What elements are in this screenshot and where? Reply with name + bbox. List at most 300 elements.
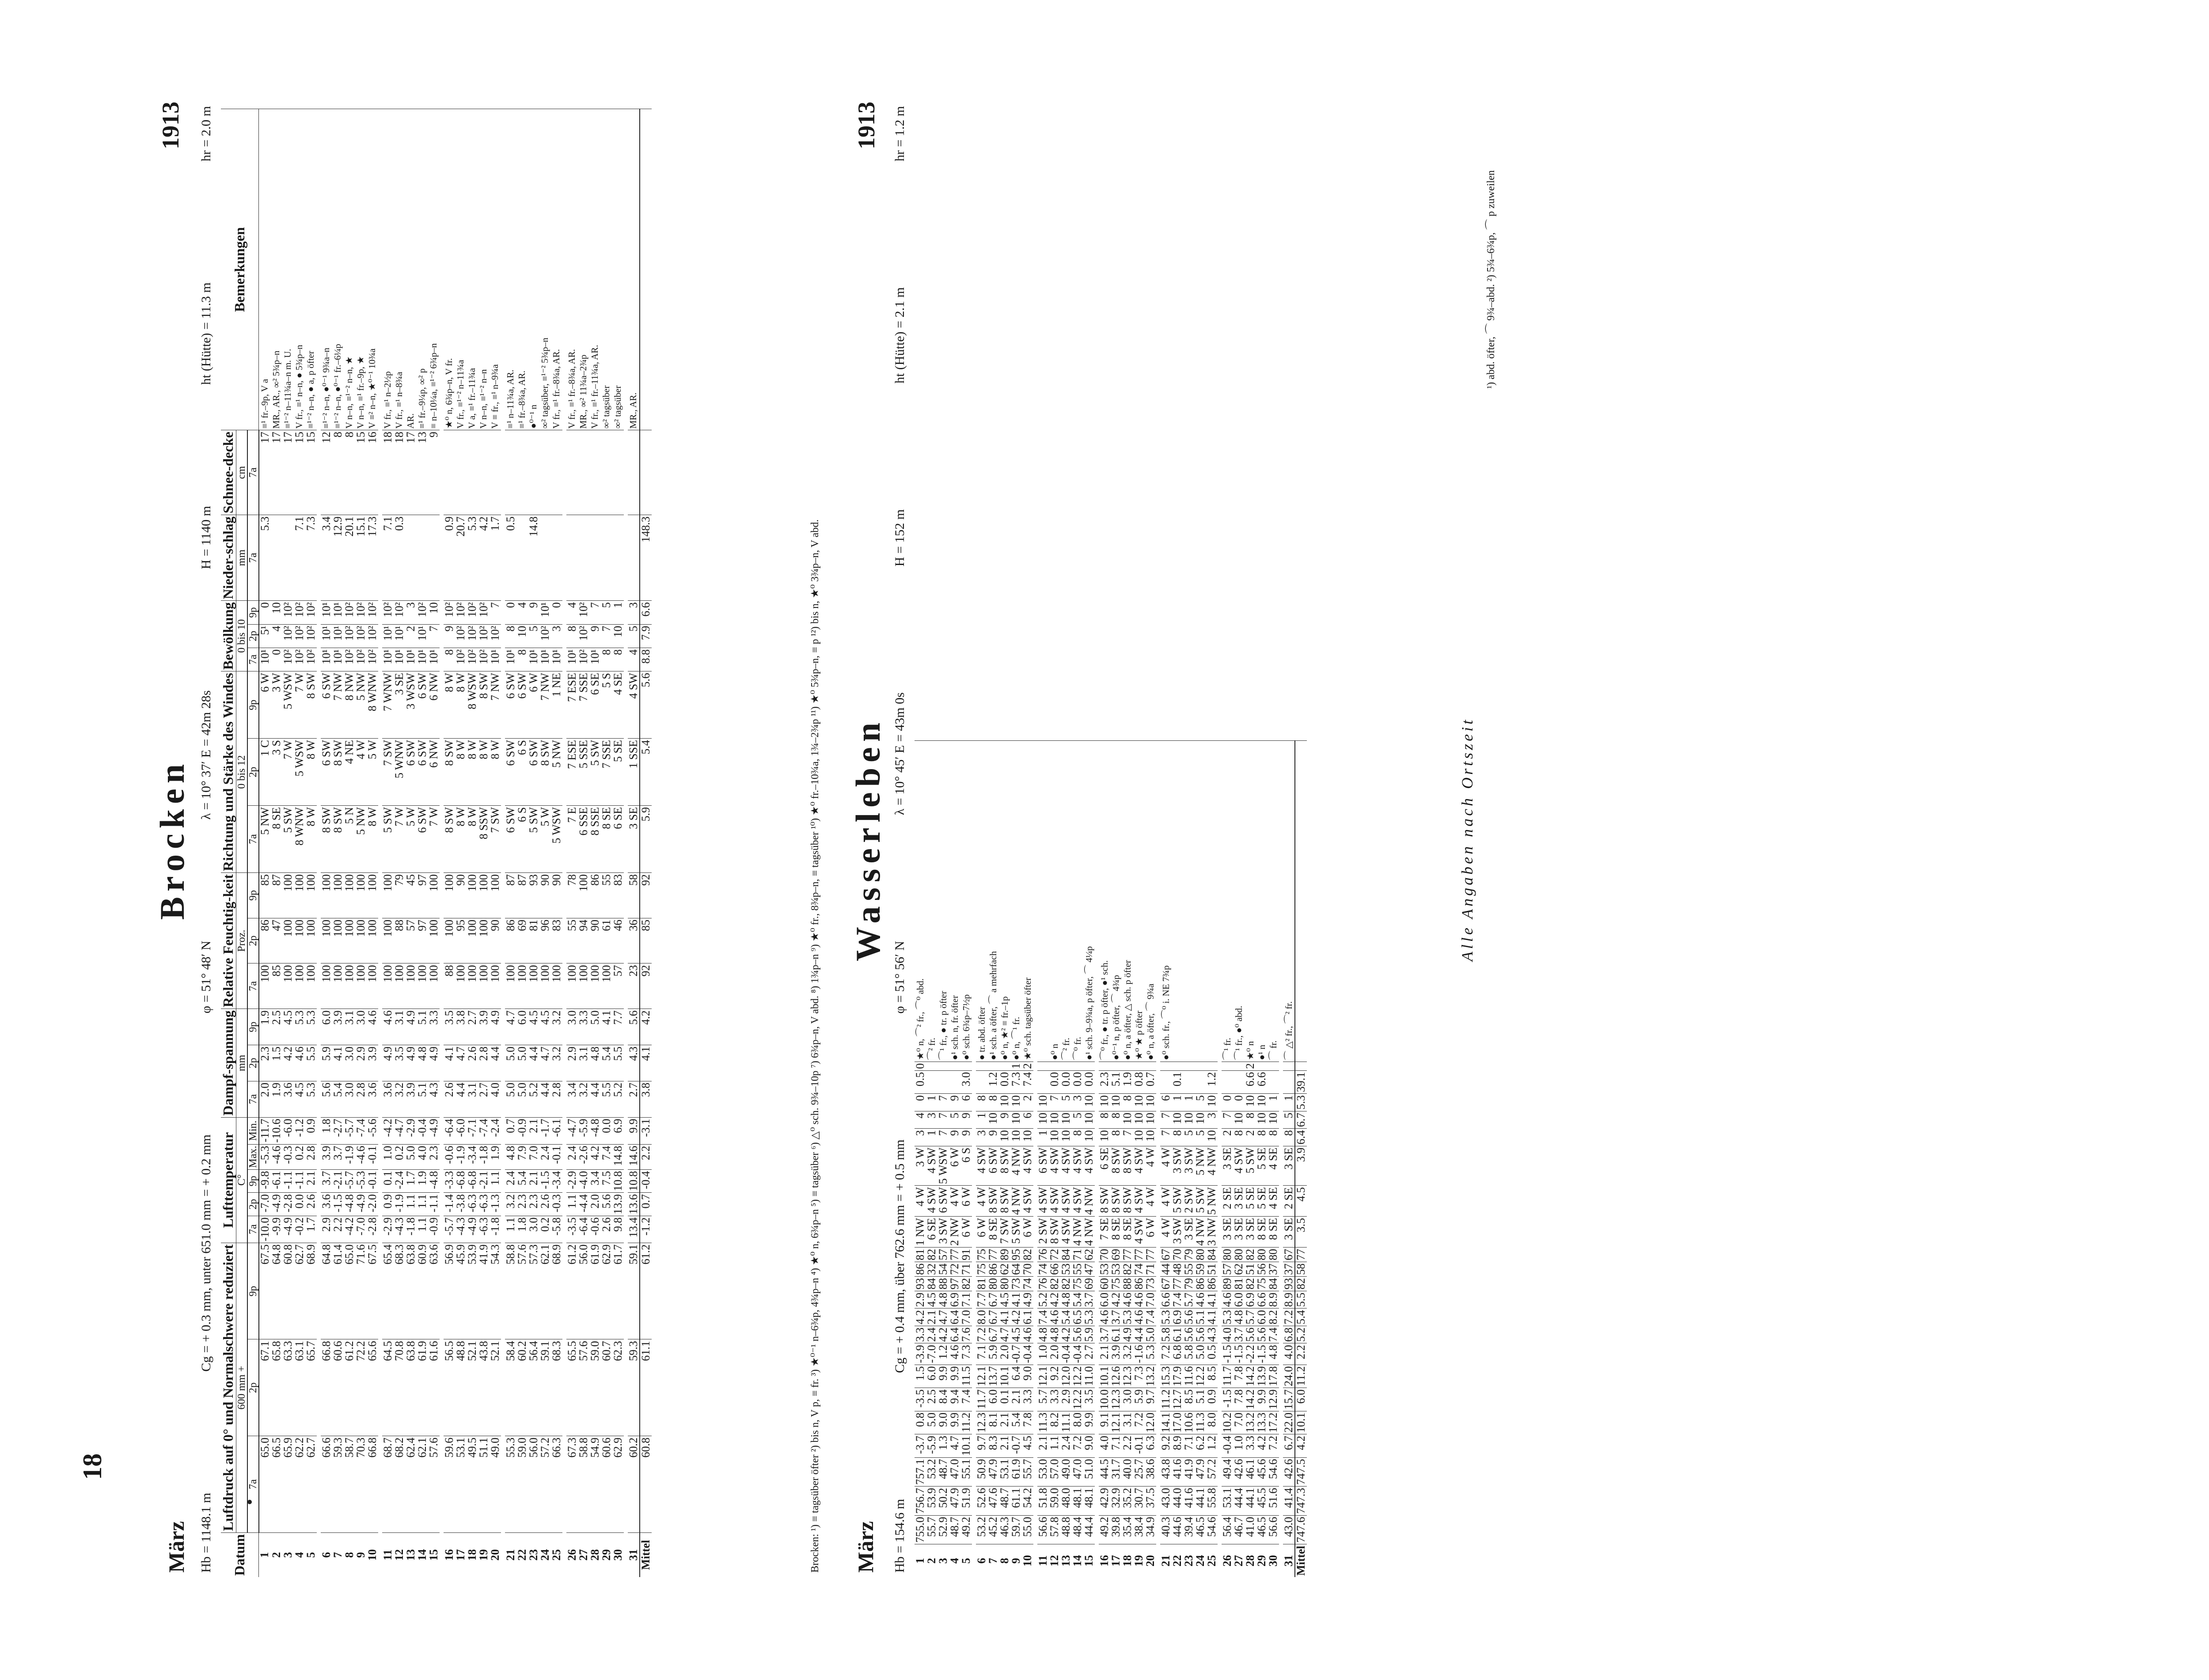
value-cell: 59.0 [516, 1436, 528, 1533]
value-cell [516, 515, 528, 601]
wasserleben-station-title: Wasserleben [849, 717, 887, 962]
value-cell: 8 WSW [467, 671, 478, 739]
value-cell: 8 W [455, 739, 467, 806]
value-cell: 5.2 [1295, 1326, 1307, 1343]
value-cell: 2.1 [999, 1434, 1010, 1458]
value-cell: 66.5 [271, 1436, 282, 1533]
wasserleben-table-row [1133, 740, 1145, 1577]
value-cell: 9.0 [1083, 1434, 1095, 1458]
value-cell: 3 NW [1206, 1217, 1218, 1248]
value-cell: 10 [1060, 1129, 1072, 1146]
value-cell: 3 SE [1233, 1186, 1245, 1217]
value-cell: 47.9 [949, 1487, 960, 1516]
value-cell: 10 [516, 624, 528, 648]
value-cell: 8 [976, 1094, 987, 1111]
value-cell: -0.4 [640, 1169, 652, 1193]
value-cell: 88 [394, 918, 405, 963]
value-cell: 47.0 [949, 1457, 960, 1487]
value-cell: 2.0 [1049, 1343, 1060, 1365]
value-cell: 86 [1195, 1276, 1206, 1291]
value-cell: 8 W [367, 806, 378, 873]
value-cell: 4.4 [490, 1045, 501, 1081]
value-cell: 20.1 [344, 515, 355, 601]
value-cell: 3.3 [578, 1009, 589, 1045]
day-cell: 28 [1245, 1544, 1256, 1577]
brocken-table-row [444, 109, 455, 1577]
value-cell: 13.2 [1245, 1411, 1256, 1434]
wasserleben-table-row [960, 740, 972, 1577]
wasserleben-info-cg: Cg = + 0.4 mm, über 762.6 mm = + 0.5 mm [892, 1139, 907, 1373]
value-cell: 10 [1233, 1111, 1245, 1129]
day-cell: 2 [271, 1532, 282, 1577]
value-cell: -6.0 [455, 1117, 467, 1144]
value-cell: 62.1 [539, 1243, 551, 1339]
value-cell: 77 [1145, 1247, 1156, 1262]
value-cell: 5.2 [1037, 1291, 1049, 1308]
value-cell: 0.5 [505, 515, 516, 601]
value-cell: 3 SE [1245, 1217, 1256, 1248]
value-cell [949, 1062, 960, 1070]
brocken-table-row [382, 109, 394, 1577]
value-cell: 71 [1145, 1262, 1156, 1276]
value-cell: 6.0 [1099, 1291, 1110, 1308]
value-cell: 8 SSW [478, 806, 490, 873]
value-cell: 24.0 [1283, 1365, 1295, 1388]
day-cell: 23 [528, 1532, 539, 1577]
wasserleben-table-row [1099, 740, 1110, 1577]
value-cell: 10¹ [528, 648, 539, 671]
value-cell: 48.1 [1083, 1487, 1095, 1516]
value-cell: 0.0 [294, 1193, 305, 1216]
value-cell: 12.2 [1072, 1365, 1083, 1388]
value-cell: 3.5 [1295, 1217, 1307, 1248]
value-cell: 10 [1133, 1094, 1145, 1111]
value-cell: 6 SW [417, 806, 428, 873]
value-cell [589, 430, 601, 515]
value-cell: -1.5 [539, 1169, 551, 1193]
value-cell: 100 [578, 872, 589, 918]
value-cell: 7.3 [1010, 1070, 1022, 1094]
value-cell: 3.8 [640, 1081, 652, 1117]
value-cell: 4 SW [976, 1146, 987, 1186]
value-cell: 4 SW [1049, 1146, 1060, 1186]
value-cell: 6.3 [1145, 1434, 1156, 1458]
value-cell: 10¹ [428, 648, 440, 671]
value-cell [1256, 1062, 1268, 1070]
value-cell: 4.8 [1060, 1291, 1072, 1308]
day-cell: 17 [455, 1532, 467, 1577]
value-cell: 3 [551, 624, 562, 648]
value-cell: 11.3 [1037, 1411, 1049, 1434]
wasserleben-table [915, 740, 1307, 1577]
value-cell: 48.7 [949, 1515, 960, 1544]
value-cell [528, 430, 539, 515]
value-cell: 5 SW [1245, 1146, 1256, 1186]
value-cell: -6.4 [578, 1216, 589, 1243]
value-cell: 3 [628, 601, 640, 624]
value-cell: 17.9 [1172, 1365, 1183, 1388]
value-cell: 10² [478, 601, 490, 624]
value-cell: 0.8 [915, 1411, 926, 1434]
time-header-cell: 2p [247, 1193, 259, 1216]
remark-cell: V fr., ≡¹ n–2½p [382, 109, 394, 430]
value-cell: 7.4 [1145, 1308, 1156, 1326]
value-cell: -4.3 [394, 1216, 405, 1243]
value-cell: 2.1 [305, 1169, 317, 1193]
value-cell: 79 [1183, 1247, 1195, 1262]
value-cell: 1.0 [382, 1144, 394, 1169]
value-cell: 82 [1049, 1276, 1060, 1291]
value-cell: 7.3 [1133, 1365, 1145, 1388]
value-cell: 45.9 [455, 1243, 467, 1339]
value-cell [976, 1070, 987, 1094]
remark-cell [640, 109, 652, 430]
value-cell: 5 NW [1195, 1146, 1206, 1186]
value-cell: 8.9 [1172, 1434, 1183, 1458]
day-cell: 14 [1072, 1544, 1083, 1577]
time-header-cell: 2p [247, 624, 259, 648]
value-cell: 7.2 [1283, 1308, 1295, 1326]
value-cell: 6 SW [321, 671, 332, 739]
value-cell: 10² [539, 624, 551, 648]
value-cell: 100 [589, 963, 601, 1009]
value-cell [1268, 1070, 1279, 1094]
value-cell: 48.7 [937, 1457, 949, 1487]
wasserleben-table-body [915, 740, 1307, 1577]
value-cell: 6 W [960, 1217, 972, 1248]
value-cell: 9 [589, 624, 601, 648]
value-cell: 8 [1122, 1094, 1133, 1111]
value-cell: 100 [528, 963, 539, 1009]
value-cell: -1.7 [539, 1117, 551, 1144]
value-cell: 47.9 [987, 1457, 999, 1487]
value-cell: -2.7 [332, 1117, 344, 1144]
value-cell [1233, 1070, 1245, 1094]
value-cell: 57.6 [428, 1436, 440, 1533]
value-cell: 5.0 [505, 1045, 516, 1081]
value-cell: 10 [1256, 1094, 1268, 1111]
value-cell: 6.0 [1295, 1388, 1307, 1411]
brocken-info-ht: ht (Hütte) = 11.3 m [199, 282, 213, 385]
value-cell: 10¹ [259, 648, 271, 671]
value-cell: -3.7 [915, 1434, 926, 1458]
value-cell: 5 SE [612, 739, 624, 806]
value-cell: 10 [1145, 1111, 1156, 1129]
value-cell: -1.1 [282, 1169, 294, 1193]
value-cell: 41.6 [1172, 1457, 1183, 1487]
value-cell: 2.7 [628, 1081, 640, 1117]
remark-cell: V n–n, ≡¹⁻² n–n, ★ [344, 109, 355, 430]
value-cell: 17.8 [1268, 1365, 1279, 1388]
value-cell: 7 W [428, 806, 440, 873]
value-cell: 38.4 [1133, 1515, 1145, 1544]
value-cell: 7.4 [601, 1144, 612, 1169]
day-cell: 10 [367, 1532, 378, 1577]
day-cell: 26 [1222, 1544, 1233, 1577]
value-cell: 10² [578, 624, 589, 648]
value-cell: 4 SW [628, 671, 640, 739]
value-cell: 3.6 [282, 1081, 294, 1117]
value-cell: 8 SW [1122, 1146, 1133, 1186]
value-cell: -5.9 [578, 1117, 589, 1144]
value-cell: 4.5 [1295, 1186, 1307, 1217]
value-cell: 73 [1145, 1276, 1156, 1291]
value-cell: 6.5 [1072, 1308, 1083, 1326]
value-cell: 10¹ [490, 648, 501, 671]
remark-cell: MR., ∞² 11¾a–2¾p [578, 109, 589, 430]
value-cell: 5 [1195, 1129, 1206, 1146]
value-cell: 56 [1256, 1262, 1268, 1276]
value-cell [1049, 1062, 1060, 1070]
brocken-info-cg: Cg = + 0.3 mm, unter 651.0 mm = + 0.2 mm [199, 1134, 213, 1372]
value-cell: 100 [305, 872, 317, 918]
value-cell: 3.9 [478, 1009, 490, 1045]
value-cell: 6 SW [505, 806, 516, 873]
value-cell: 58.8 [505, 1243, 516, 1339]
value-cell: 10¹ [589, 648, 601, 671]
value-cell: 0.0 [1060, 1070, 1072, 1094]
value-cell: 6.9 [612, 1117, 624, 1144]
value-cell: -1.5 [1233, 1343, 1245, 1365]
day-cell: 17 [1110, 1544, 1122, 1577]
value-cell: 4.0 [1283, 1343, 1295, 1365]
value-cell: 4.6 [294, 1045, 305, 1081]
value-cell: -0.2 [294, 1216, 305, 1243]
value-cell: 4 NW [1072, 1217, 1083, 1248]
value-cell: 1.0 [1233, 1434, 1245, 1458]
wasserleben-table-row [1010, 740, 1022, 1577]
value-cell: 7 [1049, 1094, 1060, 1111]
value-cell: 7.4 [960, 1388, 972, 1411]
value-cell: 40.0 [1122, 1457, 1133, 1487]
value-cell: 4 W [1160, 1186, 1172, 1217]
value-cell: 5.4 [1072, 1291, 1083, 1308]
value-cell: 3.1 [344, 1009, 355, 1045]
value-cell: 100 [344, 963, 355, 1009]
value-cell: 57 [612, 963, 624, 1009]
value-cell: 0.2 [294, 1144, 305, 1169]
value-cell: 63.8 [405, 1243, 417, 1339]
value-cell: 10¹ [332, 601, 344, 624]
brocken-table-row [321, 109, 332, 1577]
value-cell: 756.7 [915, 1487, 926, 1516]
remark-cell: ∞² tagsüber [612, 109, 624, 430]
value-cell: 1.1 [1049, 1434, 1060, 1458]
value-cell: 68.3 [551, 1339, 562, 1436]
value-cell [601, 515, 612, 601]
brocken-info-h: H = 1140 m [199, 506, 213, 569]
value-cell: 7 [589, 601, 601, 624]
value-cell: 5.4 [601, 1045, 612, 1081]
value-cell: 10² [294, 601, 305, 624]
value-cell [1222, 1070, 1233, 1094]
value-cell: 48.8 [455, 1339, 467, 1436]
value-cell: 4 NW [1083, 1186, 1095, 1217]
value-cell: 8 [516, 648, 528, 671]
brocken-year: 1913 [157, 102, 184, 149]
time-header-cell: 9p [247, 601, 259, 624]
remark-cell: V ≡ fr., ≡¹ n–9¾a [490, 109, 501, 430]
value-cell: 62.1 [417, 1436, 428, 1533]
value-cell: -4.7 [566, 1117, 578, 1144]
value-cell: -4.9 [467, 1216, 478, 1243]
brocken-table-row [259, 109, 271, 1577]
day-cell: 8 [999, 1544, 1010, 1577]
wasserleben-info-h: H = 152 m [892, 509, 907, 567]
value-cell: 6.4 [1010, 1365, 1022, 1388]
value-cell: -7.4 [355, 1117, 367, 1144]
value-cell: 4.8 [1037, 1326, 1049, 1343]
value-cell: 10² [294, 624, 305, 648]
value-cell: 2.2 [332, 1216, 344, 1243]
value-cell: -4.9 [355, 1193, 367, 1216]
value-cell: 56.4 [528, 1339, 539, 1436]
value-cell: 4.4 [589, 1081, 601, 1117]
value-cell: 15 [355, 430, 367, 515]
value-cell: 52.1 [467, 1339, 478, 1436]
value-cell: 77 [1133, 1247, 1145, 1262]
value-cell: 7.6 [960, 1326, 972, 1343]
value-cell: 3 SW [937, 1217, 949, 1248]
value-cell [1206, 1062, 1218, 1070]
value-cell: 4.6 [1099, 1308, 1110, 1326]
brocken-table-row [578, 109, 589, 1577]
value-cell: 8 [1245, 1111, 1256, 1129]
value-cell: 5.3 [305, 1081, 317, 1117]
value-cell: 7.1 [976, 1343, 987, 1365]
value-cell: 1 SSE [628, 739, 640, 806]
remark-cell: ●¹ n [1256, 740, 1268, 1062]
value-cell: 8.8 [640, 648, 652, 671]
time-header-cell: 7a [247, 963, 259, 1009]
value-cell: 9.8 [612, 1216, 624, 1243]
value-cell: 53.2 [976, 1515, 987, 1544]
value-cell: 2.2 [640, 1144, 652, 1169]
value-cell: 8 W [455, 671, 467, 739]
value-cell: 2 [1022, 1094, 1033, 1111]
value-cell [505, 430, 516, 515]
value-cell: 71 [1072, 1247, 1083, 1262]
remark-cell: ⌒ △² fr., ⌒² fr. [1283, 740, 1295, 1062]
value-cell: 2 [1245, 1129, 1256, 1146]
value-cell [640, 430, 652, 515]
value-cell: 2.1 [1010, 1388, 1022, 1411]
value-cell: 67.5 [259, 1243, 271, 1339]
brocken-table-row [282, 109, 294, 1577]
value-cell: 3.6 [382, 1081, 394, 1117]
value-cell: 8 W [478, 739, 490, 806]
value-cell: 3.0 [960, 1070, 972, 1094]
value-cell: 5 SE [1256, 1146, 1268, 1186]
value-cell: 57 [937, 1247, 949, 1262]
value-cell: 7 [937, 1111, 949, 1129]
day-cell: 5 [305, 1532, 317, 1577]
value-cell: 10² [305, 624, 317, 648]
value-cell: 4 [271, 624, 282, 648]
value-cell: 59.1 [628, 1243, 640, 1339]
value-cell: 62 [999, 1262, 1010, 1276]
value-cell: 11.6 [1183, 1365, 1195, 1388]
value-cell: 3.7 [1110, 1308, 1122, 1326]
value-cell: 5 W [539, 806, 551, 873]
value-cell: 5.9 [321, 1045, 332, 1081]
value-cell: 43.0 [1283, 1515, 1295, 1544]
value-cell: 4 W [915, 1186, 926, 1217]
value-cell: 5.3 [1160, 1308, 1172, 1326]
value-cell: 78 [566, 872, 578, 918]
value-cell: 1.5 [915, 1365, 926, 1388]
value-cell: 62 [1233, 1262, 1245, 1276]
value-cell: -5.7 [344, 1117, 355, 1144]
value-cell: 37.5 [1145, 1487, 1156, 1516]
value-cell: 8.3 [987, 1434, 999, 1458]
brocken-table-row [528, 109, 539, 1577]
value-cell: 2.9 [566, 1045, 578, 1081]
value-cell: 83 [551, 918, 562, 963]
value-cell: 4 SW [1133, 1186, 1145, 1217]
value-cell: 755.0 [915, 1515, 926, 1544]
value-cell: 100 [344, 872, 355, 918]
value-cell: 3 W [915, 1146, 926, 1186]
value-cell: 41.9 [478, 1243, 490, 1339]
value-cell: 82 [926, 1247, 937, 1262]
day-cell: 21 [505, 1532, 516, 1577]
value-cell: 3.7 [1083, 1291, 1095, 1308]
value-cell: 15 [294, 430, 305, 515]
value-cell: 7 SSE [578, 671, 589, 739]
value-cell: 7 WNW [382, 671, 394, 739]
value-cell: 1 [976, 1111, 987, 1129]
value-cell: 54.6 [1206, 1515, 1218, 1544]
value-cell: 8 W [305, 739, 317, 806]
value-cell: 100 [282, 918, 294, 963]
brocken-station-info [199, 106, 214, 1573]
value-cell: -4.8 [344, 1193, 355, 1216]
remark-cell: V n–n, ≡¹⁻² n–n [478, 109, 490, 430]
value-cell: 8 SE [987, 1217, 999, 1248]
value-cell: -0.4 [1060, 1343, 1072, 1365]
value-cell: 10 [1049, 1111, 1060, 1129]
value-cell: 7 SSE [601, 739, 612, 806]
value-cell: 55 [566, 918, 578, 963]
day-cell: 4 [294, 1532, 305, 1577]
value-cell: 10 [1083, 1094, 1095, 1111]
value-cell: 11.2 [1160, 1388, 1172, 1411]
value-cell: 1.1 [405, 1193, 417, 1216]
value-cell: 13 [417, 430, 428, 515]
value-cell: 53 [1110, 1262, 1122, 1276]
day-cell: 16 [1099, 1544, 1110, 1577]
value-cell: 82 [1022, 1247, 1033, 1262]
value-cell: 8 SE [601, 806, 612, 873]
value-cell: 3.0 [344, 1045, 355, 1081]
value-cell: 10.6 [1183, 1411, 1195, 1434]
value-cell: 92 [640, 963, 652, 1009]
time-header-cell: 2p [247, 918, 259, 963]
value-cell: 92 [640, 872, 652, 918]
value-cell: 10.2 [1222, 1411, 1233, 1434]
value-cell: 47.9 [1195, 1457, 1206, 1487]
value-cell: 100 [367, 963, 378, 1009]
value-cell: 3.5 [1083, 1388, 1095, 1411]
value-cell: 10² [344, 601, 355, 624]
value-cell: 51.6 [1268, 1487, 1279, 1516]
value-cell: 10² [282, 624, 294, 648]
value-cell: 5.4 [516, 1169, 528, 1193]
value-cell: 59.0 [589, 1339, 601, 1436]
value-cell: 3.6 [367, 1081, 378, 1117]
value-cell: 5.6 [321, 1081, 332, 1117]
